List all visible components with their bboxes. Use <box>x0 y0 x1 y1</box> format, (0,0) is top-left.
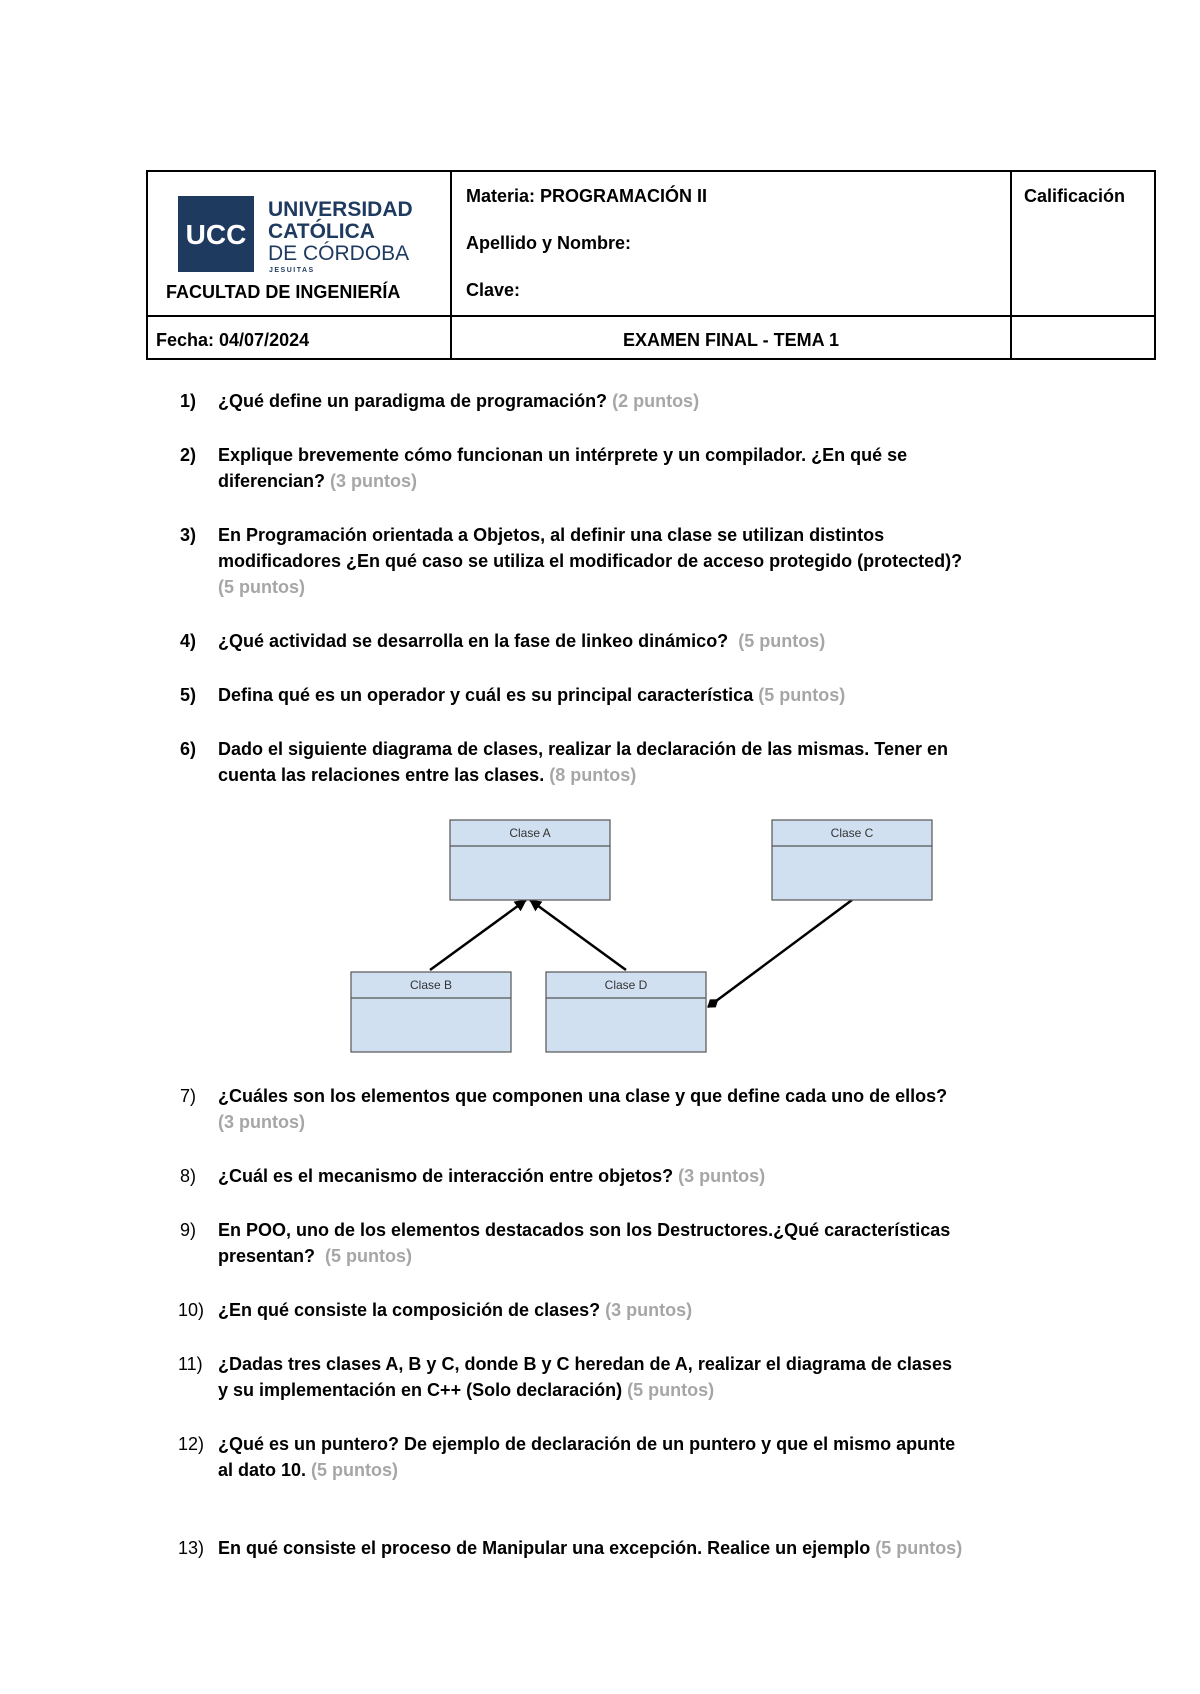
inheritance-d-to-a <box>530 900 626 970</box>
question-number: 11) <box>178 1354 203 1374</box>
question-text <box>218 1217 1078 1269</box>
faculty-label: FACULTAD DE INGENIERÍA <box>166 282 401 302</box>
clave-label: Clave: <box>466 280 521 300</box>
question-points: (8 puntos) <box>549 765 637 785</box>
question-number: 10) <box>178 1300 205 1320</box>
question-line: ¿Cuáles son los elementos que componen una clase y que define cada uno de ellos? <box>218 1086 948 1106</box>
uml-class-b <box>351 972 511 1052</box>
question-number: 5) <box>180 685 197 705</box>
header-divider <box>148 315 1154 317</box>
question-points: (3 puntos) <box>330 471 418 491</box>
exam-title: EXAMEN FINAL - TEMA 1 <box>622 330 839 350</box>
calificacion-label: Calificación <box>1024 186 1126 206</box>
question-text <box>218 442 1078 494</box>
question-line: ¿Qué actividad se desarrolla en la fase de linkeo dinámico? <box>218 631 729 651</box>
question-points: (2 puntos) <box>612 391 700 411</box>
question-number: 12) <box>178 1434 205 1454</box>
question-text <box>218 628 1078 654</box>
apellido-label: Apellido y Nombre: <box>466 233 632 253</box>
question-line: y su implementación en C++ (Solo declaración) <box>218 1380 623 1400</box>
logo-line4: JESUITAS <box>269 267 315 272</box>
question-line: diferencian? <box>218 471 326 491</box>
question-line: En POO, uno de los elementos destacados son los Destructores.¿Qué características <box>218 1220 951 1240</box>
question-number: 4) <box>180 631 197 651</box>
question-points: (5 puntos) <box>627 1380 715 1400</box>
question-points: (5 puntos) <box>218 577 305 597</box>
class-diagram <box>340 812 940 1062</box>
question-points: (5 puntos) <box>875 1538 963 1558</box>
question-number: 2) <box>180 445 197 465</box>
question-text <box>218 1083 1078 1135</box>
logo-line2: CATÓLICA <box>268 220 375 243</box>
question-line: presentan? <box>218 1246 316 1266</box>
class-name: Clase C <box>830 826 874 840</box>
question-line: ¿Cuál es el mecanismo de interacción entre objetos? <box>218 1166 674 1186</box>
question-text <box>218 1351 1078 1403</box>
uml-class-a <box>450 820 610 900</box>
question-number: 9) <box>180 1220 197 1240</box>
question-number: 8) <box>180 1166 197 1186</box>
question-text <box>218 388 1078 414</box>
question-line: Defina qué es un operador y cuál es su principal característica <box>218 685 754 705</box>
question-text <box>218 1163 1078 1189</box>
composition-c-to-d <box>708 900 852 1007</box>
question-line: ¿Dadas tres clases A, B y C, donde B y C heredan de A, realizar el diagrama de clases <box>218 1354 952 1374</box>
question-line: En Programación orientada a Objetos, al definir una clase se utilizan distintos <box>218 525 885 545</box>
question-points: (3 puntos) <box>605 1300 693 1320</box>
logo-abbr: UCC <box>185 219 247 250</box>
question-text <box>218 1431 1078 1483</box>
exam-header-table <box>146 170 1156 360</box>
question-text <box>218 1535 1078 1561</box>
question-number: 1) <box>180 391 197 411</box>
question-number: 3) <box>180 525 197 545</box>
question-text <box>218 736 1078 788</box>
question-text <box>218 1297 1078 1323</box>
question-line: En qué consiste el proceso de Manipular una excepción. Realice un ejemplo <box>218 1538 871 1558</box>
question-points: (5 puntos) <box>758 685 846 705</box>
inheritance-b-to-a <box>430 900 526 970</box>
question-line: modificadores ¿En qué caso se utiliza el modificador de acceso protegido (protected)? <box>218 551 963 571</box>
question-line: Dado el siguiente diagrama de clases, realizar la declaración de las mismas. Tener en <box>218 739 948 759</box>
ucc-logo <box>178 192 438 272</box>
question-points: (5 puntos) <box>311 1460 399 1480</box>
fecha-label: Fecha: 04/07/2024 <box>156 330 310 350</box>
logo-line1: UNIVERSIDAD <box>268 198 413 221</box>
question-points: (5 puntos) <box>738 631 826 651</box>
question-text <box>218 682 1078 708</box>
question-line: ¿Qué es un puntero? De ejemplo de declaración de un puntero y que el mismo apunte <box>218 1434 956 1454</box>
logo-line3: DE CÓRDOBA <box>268 242 410 265</box>
class-name: Clase A <box>509 826 551 840</box>
question-number: 6) <box>180 739 197 759</box>
question-points: (3 puntos) <box>678 1166 766 1186</box>
class-name: Clase B <box>409 978 453 992</box>
class-name: Clase D <box>604 978 648 992</box>
question-line: al dato 10. <box>218 1460 307 1480</box>
materia-label: Materia: PROGRAMACIÓN II <box>466 186 708 206</box>
question-line: cuenta las relaciones entre las clases. <box>218 765 545 785</box>
question-points: (3 puntos) <box>218 1112 305 1132</box>
question-points: (5 puntos) <box>325 1246 413 1266</box>
question-line: Explique brevemente cómo funcionan un intérprete y un compilador. ¿En qué se <box>218 445 908 465</box>
uml-class-c <box>772 820 932 900</box>
question-number: 13) <box>178 1538 205 1558</box>
question-text <box>218 522 1078 600</box>
question-number: 7) <box>180 1086 197 1106</box>
header-divider <box>1010 172 1012 358</box>
question-line: ¿Qué define un paradigma de programación? <box>218 391 608 411</box>
question-line: ¿En qué consiste la composición de clases? <box>218 1300 601 1320</box>
uml-class-d <box>546 972 706 1052</box>
